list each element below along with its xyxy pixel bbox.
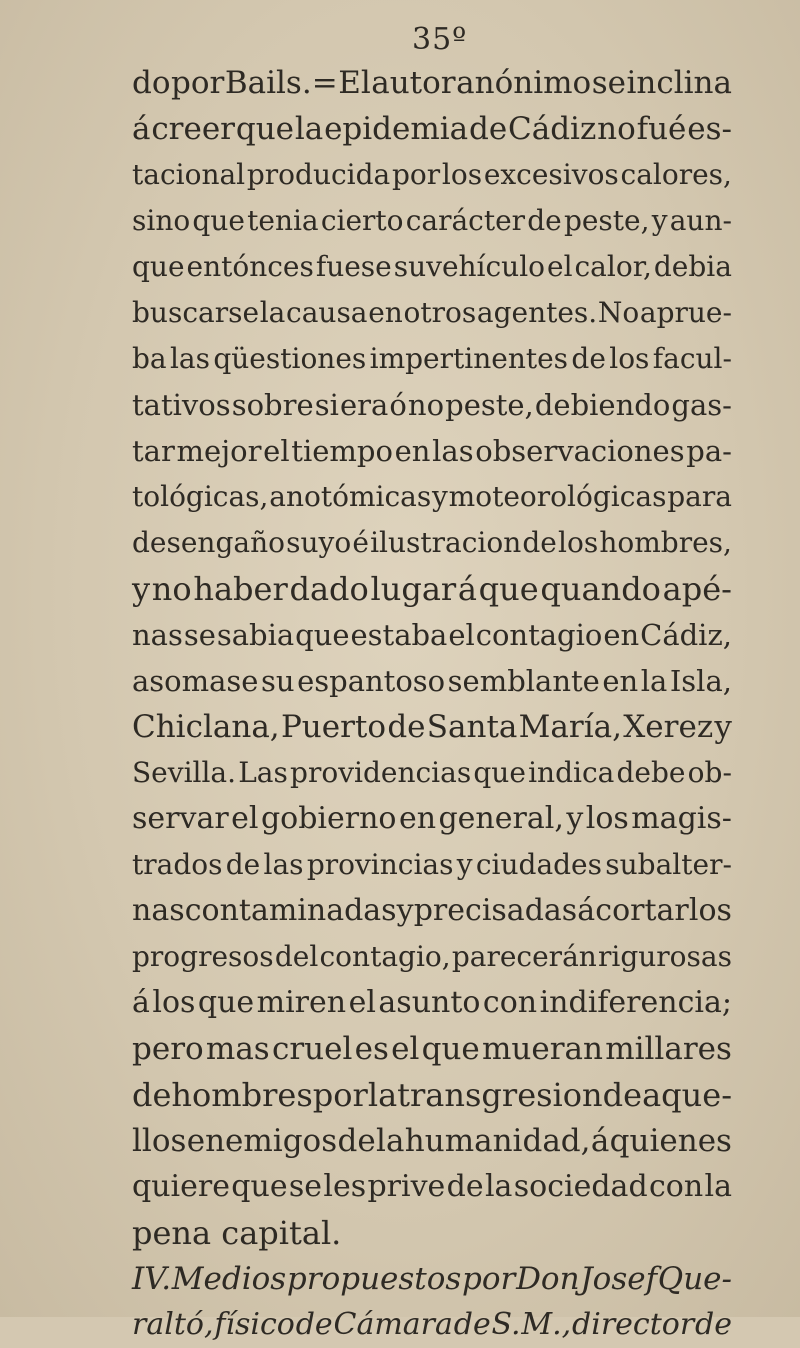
text-line: á creer que la epidemia de Cádiz no fué es-: [132, 111, 732, 147]
text-line: llos enemigos de la humanidad, á quienes: [132, 1123, 732, 1159]
section-heading-continuation: raltó, físico de Cámara de S. M., director de: [132, 1307, 732, 1342]
text-line: quiere que se les prive de la sociedad con la: [132, 1169, 732, 1204]
body-text: [132, 60, 732, 1348]
text-line: y no haber dado lugar á que quando apé-: [132, 570, 732, 608]
text-line: á los que miren el asunto con indiferencia;: [132, 985, 732, 1020]
text-line: que entónces fuese suvehículo el calor, debia: [132, 250, 732, 283]
text-line: de hombres por la transgresion de aque-: [132, 1076, 732, 1114]
text-line: desengaño suyo é ilustracion de los hombres,: [132, 526, 732, 559]
page-number: 35º: [412, 22, 468, 57]
text-line: pena capital.: [132, 1214, 342, 1252]
text-line: sino que tenia cierto carácter de peste, y aun-: [132, 204, 732, 237]
text-line: nas se sabia que estaba el contagio en Cádiz,: [132, 618, 732, 652]
text-line: nas contaminadas y precisadas á cortar los: [132, 893, 732, 928]
section-heading: IV. Medios propuestos por Don Josef Que-: [132, 1261, 732, 1297]
text-line: asomase su espantoso semblante en la Isla,: [132, 664, 732, 698]
text-line: Chiclana, Puerto de Santa María, Xerez y: [132, 709, 732, 745]
text-line: Sevilla. Las providencias que indica debe ob-: [132, 756, 732, 789]
text-line: servar el gobierno en general, y los magis-: [132, 801, 732, 836]
text-line: buscarse la causa en otros agentes. No aprue-: [132, 296, 732, 329]
text-line: do por Bails.= El autor anónimo se inclina: [132, 65, 732, 101]
text-line: tacional producida por los excesivos calores,: [132, 158, 732, 191]
text-line: trados de las provincias y ciudades subalter-: [132, 848, 732, 881]
text-line: tológicas, anotómicas y moteorológicas para: [132, 480, 732, 513]
text-line: tativos sobre si era ó no peste, debiendo gas-: [132, 388, 732, 422]
text-line: pero mas cruel es el que mueran millares: [132, 1031, 732, 1067]
text-line: tar mejor el tiempo en las observaciones pa-: [132, 434, 732, 468]
text-line: ba las qüestiones impertinentes de los facul-: [132, 342, 732, 375]
text-line: progresos del contagio, parecerán rigurosas: [132, 940, 732, 973]
